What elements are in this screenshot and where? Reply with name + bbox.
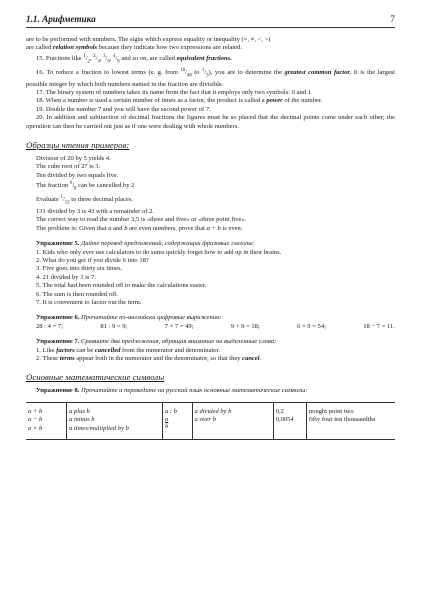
ex5-line: 6. The sum is then rounded off. [36,290,118,298]
item-text: to [191,68,202,76]
item-text: and so on, are called [119,54,177,62]
exercise-instruction: Дайте перевод предложений, содержащих фразовые глаголы: [79,240,255,248]
symbol-cell [26,402,67,439]
ex7-text: appear both in the numerator and the denominator, so that they [74,355,243,363]
term-greatest-common-factor: greatest common factor. [284,68,352,76]
frac-den: 8 [117,59,120,65]
item-20: 20. In addition and subtraction of decimal fractions the figures must be so placed that the decimal points come under each other; the operation can then be carried out just as if one were dealing with whole numbers. [26,114,395,130]
frac-den: 8 [74,186,77,192]
section-heading-reading-samples: Образцы чтения примеров: [26,140,130,150]
ex7-text: can be [74,346,95,354]
reading: a over b [194,416,216,424]
reading: a times/multiplied by b [69,425,129,433]
exercise-8-title [36,387,395,395]
reading-cell [306,402,395,439]
fraction-symbol [165,416,168,430]
ex7-line [36,347,395,355]
reading: a divided by b [194,407,232,415]
ex7-text: 2. These [36,355,60,363]
item-text: of the number. [282,97,323,105]
item-17: 17. The binary system of numbers takes its name from the fact that it employs only two symbols: 0 and 1. [36,88,313,96]
reading-cell [67,402,163,439]
ex5-line: 7. It is convenient to factor out the term. [36,299,142,307]
exercise-label: Упражнение 6. [36,314,80,322]
reading: a minus b [69,416,95,424]
var-b: b [124,224,128,232]
sample-text: The problem is: Given that [36,224,109,232]
sample-line: Division of 20 by 5 yields 4. [36,155,111,162]
symbol: 0,0054 [275,416,294,424]
symbol-cell [273,402,306,439]
exercise-label: Упражнение 8. [36,387,80,395]
expr-a-plus-b: a + b [206,224,221,232]
item-19: 19. Double the number 7 and you will have the second power of 7. [36,105,211,113]
sample-line [36,225,395,233]
ex6-expressions [26,323,395,331]
exercise-6-title [36,314,395,322]
frac-num: 16 [180,67,186,73]
item-15: 15. Fractions like $^1/_2$, $^2/_4$, $^3/_6$, $^4/_8$ and so on, are called equivalent fractions. [36,53,232,65]
highlight-cancel: cancel [242,355,260,363]
exercise-label: Упражнение 5. [36,240,80,248]
term-relation-symbols: relation symbols [52,44,98,52]
frac-den: 48 [186,73,192,79]
sample-line: The cube root of 27 is 3. [36,163,101,171]
sample-text: The fraction [36,182,70,190]
symbols-table [26,402,395,440]
expression: 28 : 4 = 7; [36,322,63,330]
symbol: a : b [165,407,178,415]
frac-num: 1 [201,67,205,73]
sample-text: to three decimal places. [69,196,134,204]
ex7-text: from the numerator and denominator. [120,346,221,354]
expression: 9 + 9 = 18; [230,322,260,330]
frac-num: 1 [83,53,86,59]
frac-den: 4 [97,59,100,65]
item-16: 16. To reduce a fraction to lowest terms (e. g. from $^{16}/_{48}$ to $^1/_3$), you are to determine the greatest common factor. It is the largest possible integer by which both numbers named in the fraction are divisible. [26,67,395,88]
ex7-line [36,355,395,363]
exercise-5-title [36,240,395,248]
highlight-terms: terms [59,355,75,363]
item-18 [26,97,395,105]
ex5-line: 2. What do you get if you divide 6 into 18? [36,257,149,264]
ex5-line: 5. The total had been rounded off to make the calculations easier. [36,282,207,290]
sample-text: can be cancelled by 2 [76,182,135,190]
item-text: ), you are to determine the [208,68,285,76]
symbol: a × b [28,425,43,433]
frac-den: 6 [107,59,110,65]
var-a: a [108,224,112,232]
numbered-paragraphs [26,36,395,131]
item-text: 15. Fractions like [36,54,84,62]
intro-text: because they indicate how two expressions are related. [97,44,242,52]
reading-cell [192,402,273,439]
ex5-line: 4. 21 divided by 3 is 7. [36,273,97,281]
frac-num: a [165,416,169,424]
sample-line: Ten divided by two equals five. [36,171,119,179]
term-power: power [266,97,283,105]
section-heading-math-symbols: Основные математические символы [26,372,165,383]
intro-paragraph [26,36,395,53]
item-text: It is the largest possible integer by which both numbers named in the fraction are divisible. [26,68,395,88]
exercise-7 [26,338,395,363]
frac-den: 12 [64,200,70,206]
symbol-cell [163,402,193,439]
reading: a plus b [69,407,90,415]
frac-num: 1 [60,195,63,201]
symbol: a + b [28,407,43,415]
expression: 81 : 9 = 9; [100,322,128,330]
sample-line: The correct way to read the number 3,5 is «three and five» or «three point five». [36,216,247,224]
exercise-8 [26,387,395,395]
sample-text: is even. [220,224,243,232]
sample-text: Evaluate [36,196,61,204]
frac-num: 6 [69,181,73,187]
exercise-7-title [36,338,395,346]
chapter-title: 1.1. Арифметика [26,14,96,24]
exercise-instruction: Сравните два предложения, обращая внимание на выделенные слова: [79,338,277,346]
expression: 18 − 7 = 11. [363,322,395,330]
item-text: 18. When a number is used a certain number of times as a factor, the product is called a [36,97,267,105]
reading: fifty four ten thousandths [308,416,376,424]
frac-den: b [165,423,169,431]
frac-num: 3 [103,53,106,59]
expression: 6 × 9 = 54; [297,322,326,330]
reading-samples [26,155,395,323]
sample-line: The fraction $^6/_8$ can be cancelled by 2 [36,181,135,192]
running-header [26,14,395,28]
symbol: 0,2 [275,407,284,415]
sample-line: 131 divided by 3 is 43 with a remainder of 2. [36,207,155,215]
table-row [26,402,395,439]
intro-text: are to be performed with numbers. The signs which express equality or inequality (=, ≠, <, >) [26,36,271,43]
intro-text: are called [26,44,53,52]
sample-line: Evaluate $^1/_{12}$ to three decimal places. [36,195,134,206]
ex5-line: 3. Five goes into thirty six times. [36,265,123,273]
term-equivalent-fractions: equivalent fractions. [176,54,232,62]
sample-text: and [111,224,125,232]
ex5-line: 1. Kids who only ever use calculators to do sums quickly forget how to add up in their brains. [36,248,282,256]
exercise-label: Упражнение 7. [36,338,80,346]
exercise-instruction: Прочитайте и переведите на русский язык основные математические символы: [79,387,308,395]
frac-num: 4 [113,53,116,59]
sample-text: are even numbers, prove that [127,224,207,232]
exercise-instruction: Прочитайте по-английски цифровые выражения: [79,314,222,322]
frac-num: 2 [93,53,96,59]
highlight-factors: factors [56,346,75,354]
highlight-cancelled: cancelled [94,346,121,354]
ex7-text: 1. Like [36,346,57,354]
item-text: 16. To reduce a fraction to lowest terms (e. g. from [36,68,181,76]
reading: nought point two [308,407,354,415]
expression: 7 × 7 = 49; [164,322,194,330]
symbol: a − b [28,416,43,424]
frac-den: 3 [206,73,209,79]
frac-den: 2 [87,59,90,65]
ex7-text: . [259,355,262,363]
page-number: 7 [390,15,395,25]
